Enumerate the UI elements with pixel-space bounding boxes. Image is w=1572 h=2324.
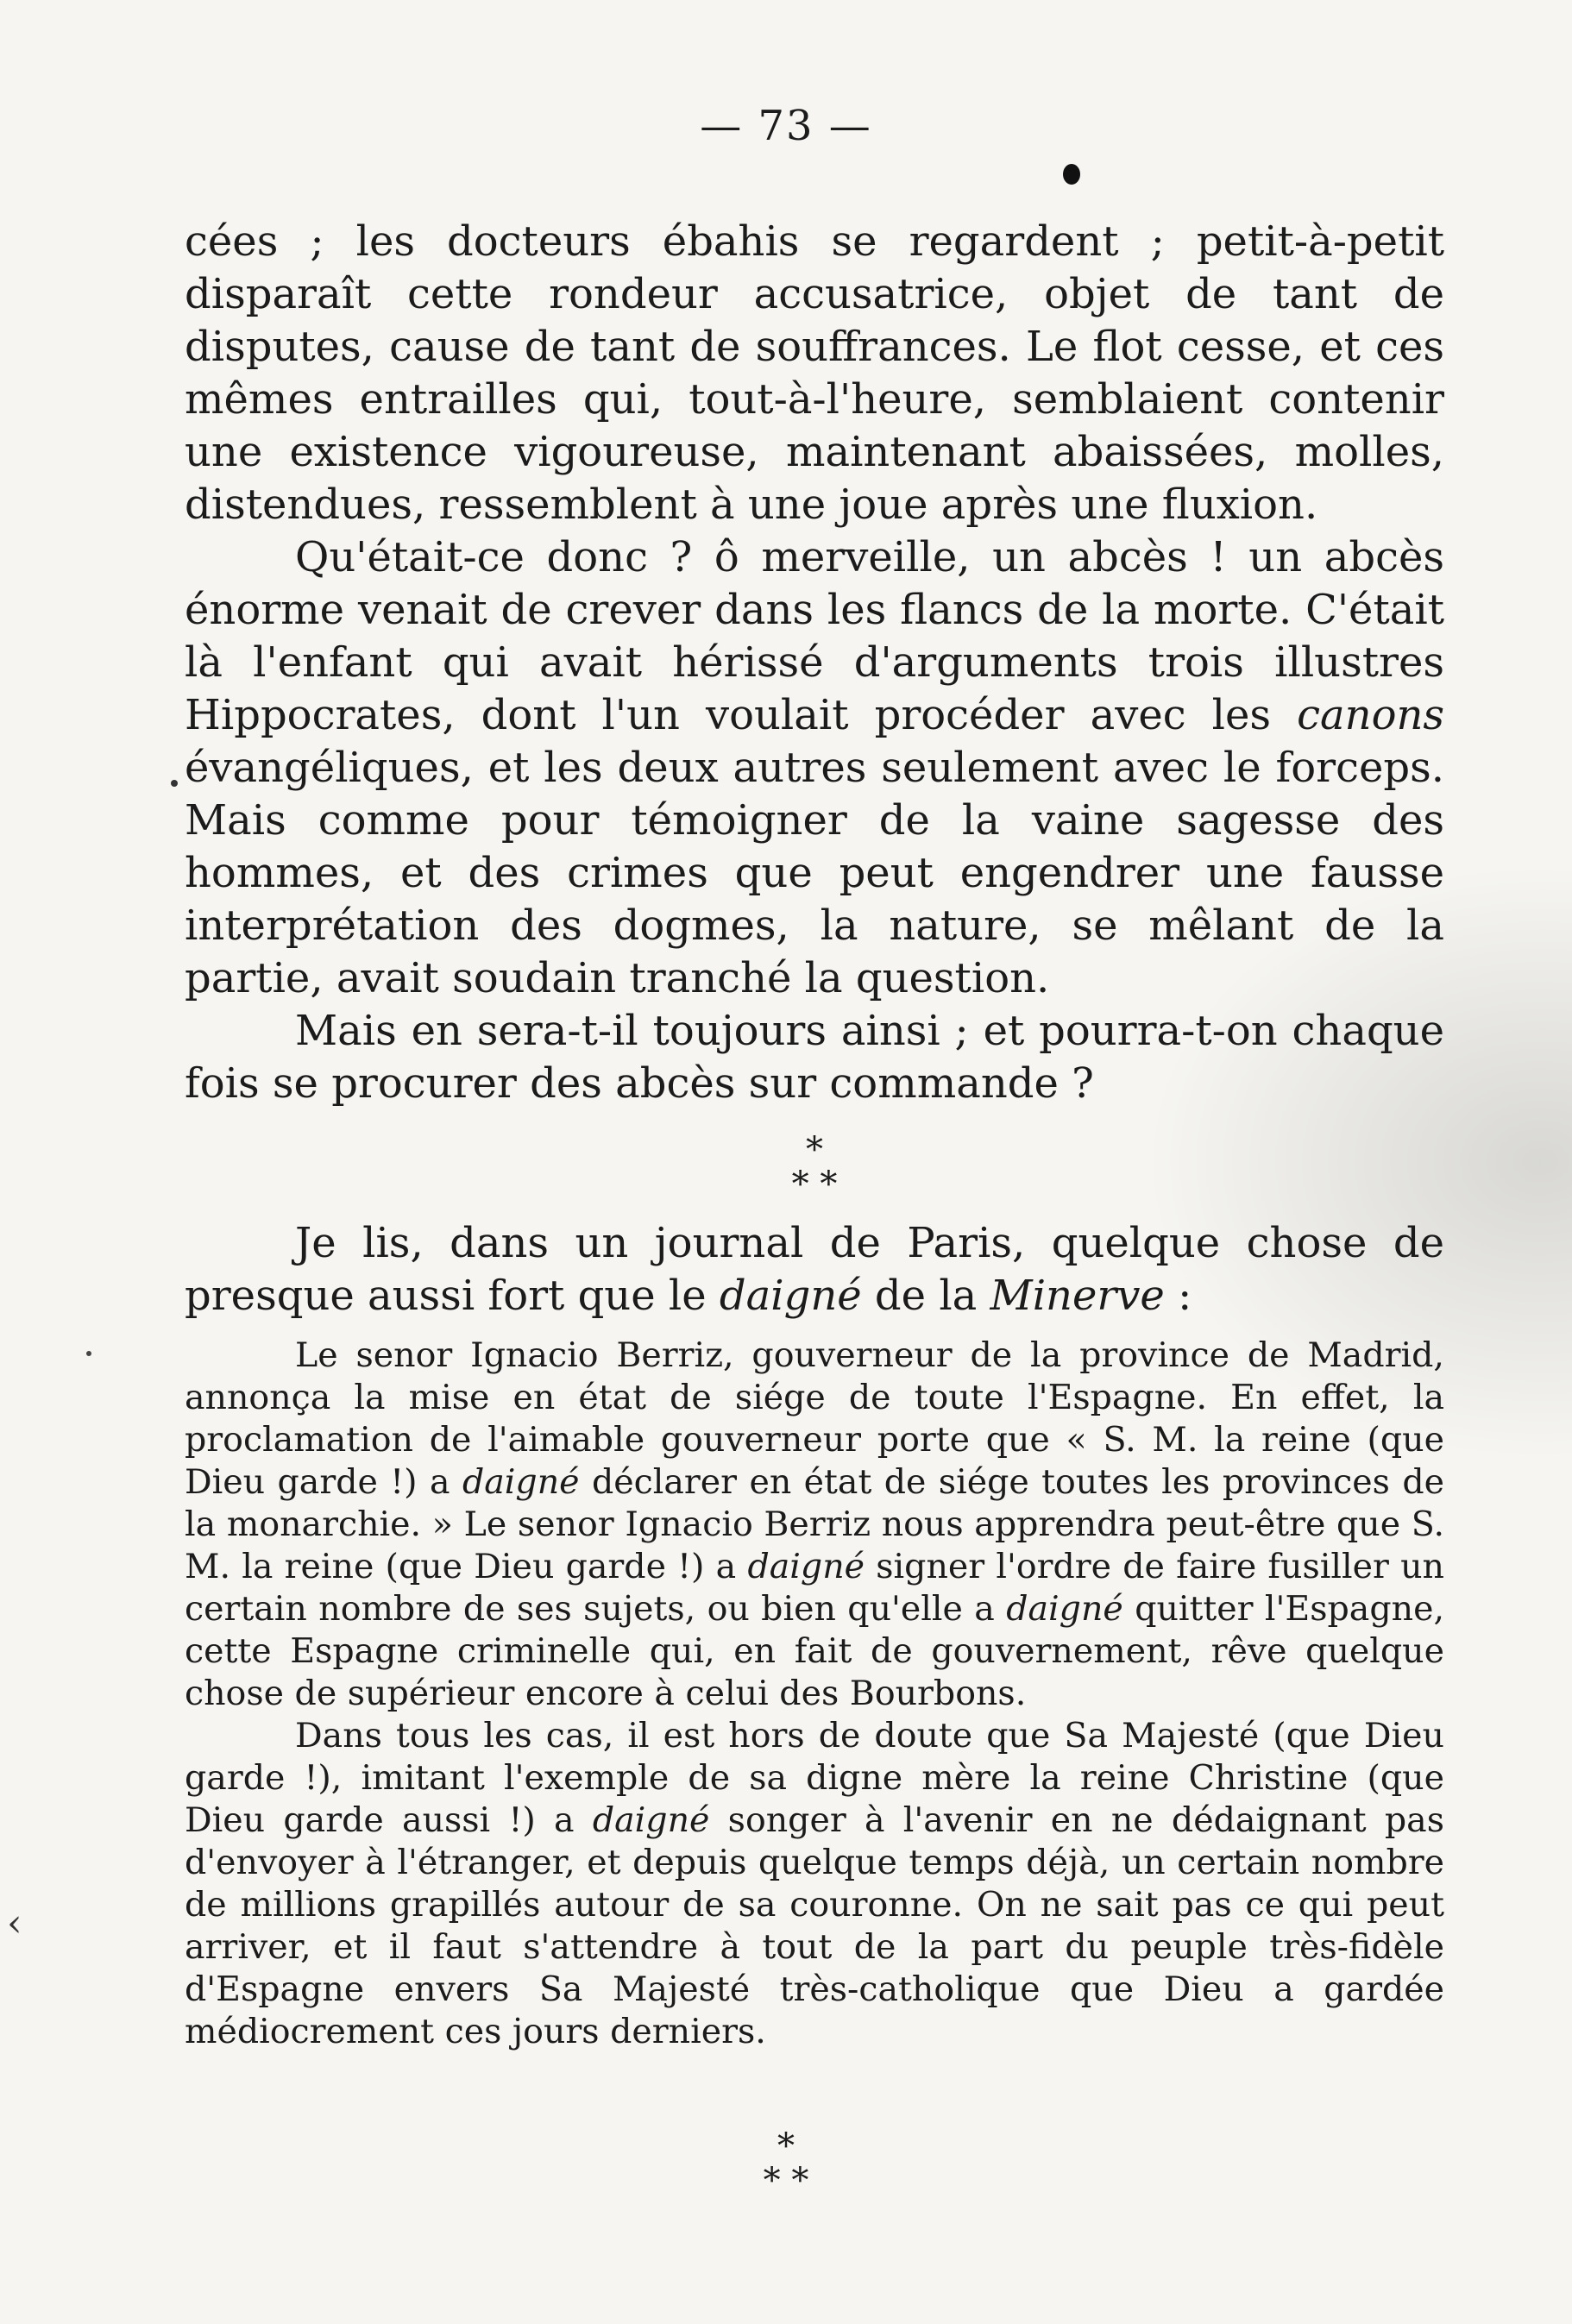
- paragraph-intro: [185, 1217, 1444, 1322]
- section-1: [185, 216, 1444, 1110]
- section-2-quote: [185, 1335, 1444, 2053]
- italic-daigne: daigné: [747, 1547, 865, 1586]
- separator-star-top: *: [806, 1130, 823, 1170]
- quote2-text-b: songer à l'avenir en ne dédaignant pas d'envoyer à l'étranger, et depuis quelque temps déjà, un certain nombre de millions grapillés autour de sa couronne. On ne sait pas ce qui peut arriver, et il faut s'attendre à tout de la part du peuple très-fidèle d'Espagne envers Sa Majesté très-catholique que Dieu a gardée médiocrement ces jours derniers.: [185, 1800, 1444, 2051]
- intro-text-a: Je lis, dans un journal de Paris, quelque chose de presque aussi fort que le: [185, 1219, 1444, 1320]
- quote1-text-d: quitter l'Espagne, cette Espagne criminelle qui, en fait de gouvernement, rêve quelque chose de supérieur encore à celui des Bourbons.: [185, 1589, 1445, 1713]
- section-separator-2: [0, 2126, 1572, 2201]
- italic-daigne: daigné: [1006, 1589, 1123, 1629]
- quote1-text-c: signer l'ordre de faire fusiller un certain nombre de ses sujets, ou bien qu'elle a: [185, 1547, 1444, 1629]
- quote2-text-a: Dans tous les cas, il est hors de doute que Sa Majesté (que Dieu garde !), imitant l'exemple de sa digne mère la reine Christine (que Dieu garde aussi !) a: [185, 1716, 1444, 1840]
- page-number: — 73 —: [700, 102, 872, 150]
- paragraph-1: cées ; les docteurs ébahis se regardent ; petit-à-petit disparaît cette rondeur accusatrice, objet de tant de disputes, cause de tant de souffrances. Le flot cesse, et ces mêmes entrailles qui, tout-à-l'heure, semblaient contenir une existence vigoureuse, maintenant abaissées, molles, distendues, ressemblent à une joue après une fluxion.: [185, 217, 1444, 529]
- italic-daigne: daigné: [719, 1272, 862, 1320]
- italic-daigne: daigné: [592, 1800, 710, 1840]
- section-separator-1: [185, 1130, 1444, 1204]
- intro-text-b: de la: [874, 1272, 978, 1320]
- paragraph-2: [185, 531, 1444, 1005]
- italic-minerve: Minerve: [990, 1272, 1165, 1320]
- separator-star-top: *: [777, 2126, 795, 2166]
- quote1-text-b: déclarer en état de siége toutes les provinces de la monarchie. » Le senor Ignacio Berriz nous apprendra peut-être que S. M. la reine (que Dieu garde !) a: [185, 1462, 1445, 1586]
- paragraph-3: Mais en sera-t-il toujours ainsi ; et pourra-t-on chaque fois se procurer des abcès sur commande ?: [185, 1007, 1444, 1108]
- intro-colon: :: [1178, 1272, 1192, 1320]
- section-2-intro: [185, 1217, 1444, 1322]
- margin-pencil-mark: ‹: [7, 1901, 22, 1945]
- italic-daigne: daigné: [462, 1462, 580, 1502]
- italic-canons: canons: [1297, 691, 1445, 739]
- paragraph-2-text-b: évangéliques, et les deux autres seulement avec le forceps. Mais comme pour témoigner de la vaine sagesse des hommes, et des crimes que peut engendrer une fausse interprétation des dogmes, la nature, se mêlant de la partie, avait soudain tranché la question.: [185, 744, 1444, 1002]
- separator-stars-bottom: * *: [791, 1165, 838, 1204]
- quote1-text-a: Le senor Ignacio Berriz, gouverneur de la province de Madrid, annonça la mise en état de siége de toute l'Espagne. En effet, la proclamation de l'aimable gouverneur porte que « S. M. la reine (que Dieu garde !) a: [185, 1335, 1444, 1502]
- page-body: [185, 216, 1444, 2053]
- ink-blot: [1063, 164, 1080, 185]
- separator-stars-bottom: * *: [763, 2161, 809, 2201]
- margin-ink-dot: [171, 780, 178, 787]
- quote-paragraph-2: [185, 1715, 1444, 2053]
- quote-paragraph-1: [185, 1335, 1444, 1715]
- paragraph-2-text-a: Qu'était-ce donc ? ô merveille, un abcès ! un abcès énorme venait de crever dans les flancs de la morte. C'était là l'enfant qui avait hérissé d'arguments trois illustres Hippocrates, dont l'un voulait procéder avec les: [185, 533, 1444, 739]
- margin-ink-dot: [86, 1351, 91, 1356]
